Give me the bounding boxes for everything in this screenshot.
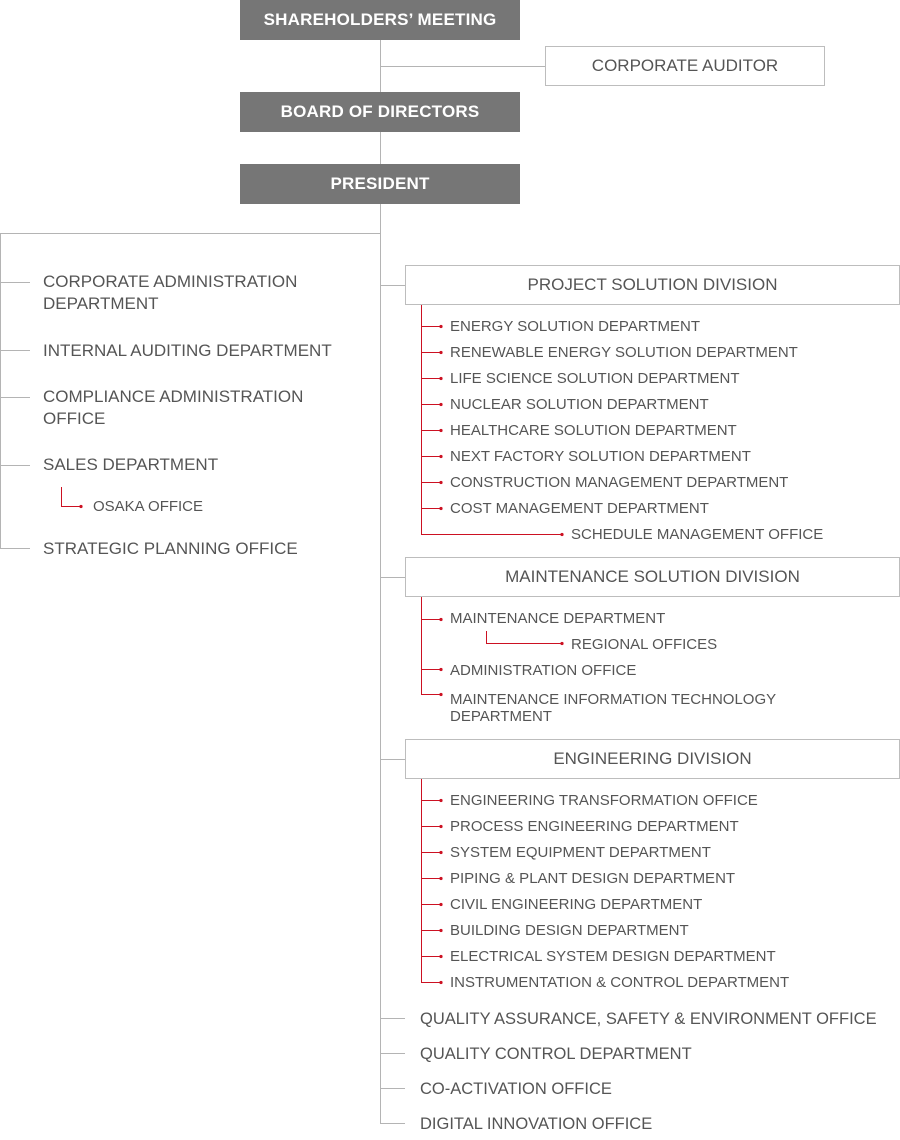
left-unit-internal-auditing: INTERNAL AUDITING DEPARTMENT <box>43 341 332 360</box>
maintenance-solution-division-title: MAINTENANCE SOLUTION DIVISION <box>505 567 800 586</box>
left-unit-sales: SALES DEPARTMENT <box>43 455 219 474</box>
engineering-division-title: ENGINEERING DIVISION <box>553 749 752 768</box>
project-item: HEALTHCARE SOLUTION DEPARTMENT <box>450 422 737 439</box>
project-item: NUCLEAR SOLUTION DEPARTMENT <box>450 396 709 413</box>
bottom-unit-co-activation: CO-ACTIVATION OFFICE <box>420 1080 612 1098</box>
engineering-item: ENGINEERING TRANSFORMATION OFFICE <box>450 792 758 809</box>
project-item: RENEWABLE ENERGY SOLUTION DEPARTMENT <box>450 344 798 361</box>
shareholders-meeting-box <box>240 0 520 40</box>
corporate-auditor-box <box>545 46 825 86</box>
left-unit-strategic-planning: STRATEGIC PLANNING OFFICE <box>43 539 298 558</box>
bottom-unit-quality-assurance: QUALITY ASSURANCE, SAFETY & ENVIRONMENT OFFICE <box>420 1010 877 1028</box>
maintenance-subitem-regional-offices: REGIONAL OFFICES <box>571 636 718 653</box>
project-item: NEXT FACTORY SOLUTION DEPARTMENT <box>450 448 751 465</box>
maintenance-solution-division-box <box>405 557 900 597</box>
project-solution-division-box <box>405 265 900 305</box>
engineering-item: ELECTRICAL SYSTEM DESIGN DEPARTMENT <box>450 948 776 965</box>
project-item: CONSTRUCTION MANAGEMENT DEPARTMENT <box>450 474 789 491</box>
president-label: PRESIDENT <box>330 174 430 193</box>
project-solution-division-title: PROJECT SOLUTION DIVISION <box>527 275 778 294</box>
project-item: COST MANAGEMENT DEPARTMENT <box>450 500 709 517</box>
engineering-division-box <box>405 739 900 779</box>
engineering-item: SYSTEM EQUIPMENT DEPARTMENT <box>450 844 711 861</box>
engineering-item: INSTRUMENTATION & CONTROL DEPARTMENT <box>450 974 790 991</box>
project-subitem-schedule-management: SCHEDULE MANAGEMENT OFFICE <box>571 526 824 543</box>
president-box <box>240 164 520 204</box>
engineering-item: PROCESS ENGINEERING DEPARTMENT <box>450 818 739 835</box>
left-unit-compliance-administration: COMPLIANCE ADMINISTRATION OFFICE <box>43 387 304 428</box>
bottom-unit-digital-innovation: DIGITAL INNOVATION OFFICE <box>420 1115 653 1133</box>
maintenance-item: ADMINISTRATION OFFICE <box>450 662 637 679</box>
shareholders-meeting-label: SHAREHOLDERS’ MEETING <box>263 10 497 29</box>
board-of-directors-label: BOARD OF DIRECTORS <box>280 102 480 121</box>
maintenance-item: MAINTENANCE DEPARTMENT <box>450 610 666 627</box>
corporate-auditor-label: CORPORATE AUDITOR <box>591 56 779 75</box>
left-unit-corporate-administration: CORPORATE ADMINISTRATION DEPARTMENT <box>43 272 298 313</box>
project-item: LIFE SCIENCE SOLUTION DEPARTMENT <box>450 370 740 387</box>
maintenance-item-it: MAINTENANCE INFORMATION TECHNOLOGY DEPARTMENT <box>450 691 777 725</box>
bottom-unit-quality-control: QUALITY CONTROL DEPARTMENT <box>420 1045 692 1063</box>
board-of-directors-box <box>240 92 520 132</box>
engineering-item: BUILDING DESIGN DEPARTMENT <box>450 922 689 939</box>
project-item: ENERGY SOLUTION DEPARTMENT <box>450 318 701 335</box>
engineering-item: PIPING & PLANT DESIGN DEPARTMENT <box>450 870 736 887</box>
left-subunit-osaka-office: OSAKA OFFICE <box>93 498 204 515</box>
engineering-item: CIVIL ENGINEERING DEPARTMENT <box>450 896 703 913</box>
